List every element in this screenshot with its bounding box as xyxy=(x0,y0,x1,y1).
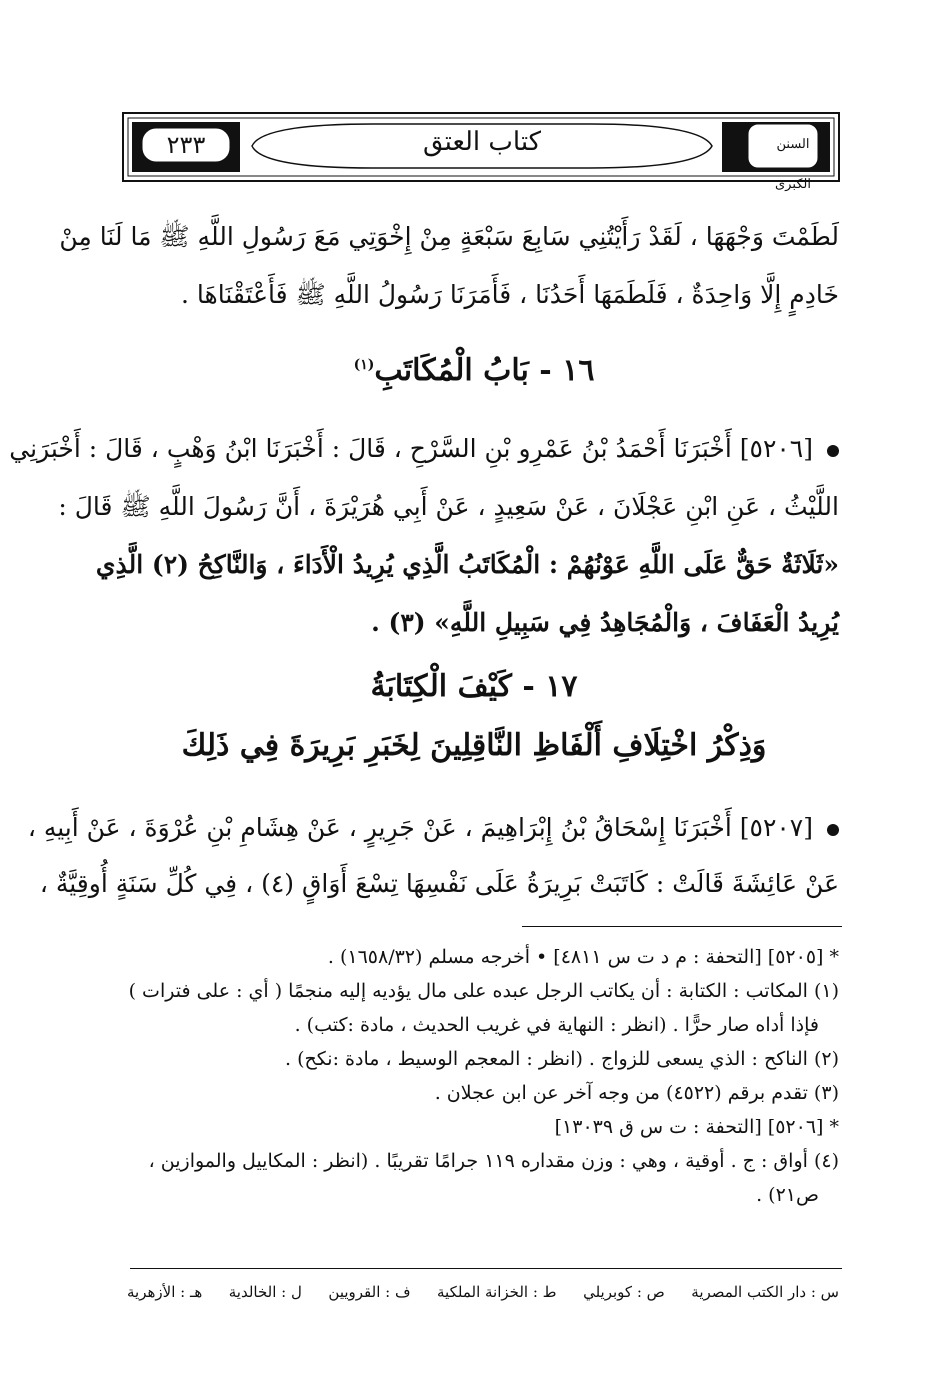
text-line: «ثَلَاثَةٌ حَقٌّ عَلَى اللَّهِ عَوْنُهُمْ : الْمُكَاتَبُ الَّذِي يُرِيدُ الْأَدَاءَ ، وَالنَّاكِحُ (٢) الَّذِي xyxy=(95,550,839,579)
source-item: هـ : الأزهرية xyxy=(127,1283,203,1301)
source-item: ف : القرويين xyxy=(328,1283,411,1301)
text-line xyxy=(27,800,839,856)
footnote: ص٢١) . xyxy=(756,1184,819,1206)
footnote: (٣) تقدم برقم (٤٥٢٢) من وجه آخر عن ابن عجلان . xyxy=(434,1082,839,1104)
chapter-17-subtitle: وَذِكْرُ اخْتِلَافِ أَلْفَاظِ النَّاقِلِينَ لِخَبَرِ بَرِيرَةَ فِي ذَلِكَ xyxy=(181,728,767,763)
hadith-line: [٥٢٠٧] أَخْبَرَنَا إِسْحَاقُ بْنُ إِبْرَاهِيمَ ، عَنْ جَرِيرٍ ، عَنْ هِشَامِ بْنِ عُرْوَةَ ، عَنْ أَبِيهِ ، xyxy=(27,813,813,842)
footnote: (١) المكاتب : الكتابة : أن يكاتب الرجل عبده على مال يؤديه إليه منجمًا ( أي : على فترات ) xyxy=(128,980,839,1002)
text-line: اللَّيْثُ ، عَنِ ابْنِ عَجْلَانَ ، عَنْ سَعِيدٍ ، عَنْ أَبِي هُرَيْرَةَ ، أَنَّ رَسُولَ اللَّهِ ﷺ قَالَ : xyxy=(58,492,839,521)
text-line: عَنْ عَائِشَةَ قَالَتْ : كَاتَبَتْ بَرِيرَةُ عَلَى نَفْسِهَا تِسْعَ أَوَاقٍ (٤) ، فِي كُلِّ سَنَةٍ أُوقِيَّةٌ ، xyxy=(39,869,839,898)
footnote: * [٥٢٠٦] [التحفة : ت س ق ١٣٠٣٩] xyxy=(554,1116,839,1138)
hadith-line: [٥٢٠٦] أَخْبَرَنَا أَحْمَدُ بْنُ عَمْرِو بْنِ السَّرْحِ ، قَالَ : أَخْبَرَنَا ابْنُ وَهْبٍ ، قَالَ : أَخْبَرَنِي xyxy=(9,434,813,463)
bullet-icon xyxy=(827,445,839,457)
book-logo: السنن الكبرى xyxy=(774,137,812,192)
bullet-icon xyxy=(827,824,839,836)
hadith-5207 xyxy=(27,800,839,912)
text-line: خَادِمٍ إِلَّا وَاحِدَةٌ ، فَلَطَمَهَا أَحَدُنَا ، فَأَمَرَنَا رَسُولُ اللَّهِ ﷺ فَأَعْتَقْنَاهَا . xyxy=(181,280,839,309)
chapter-title: ١٦ - بَابُ الْمُكَاتَبِ xyxy=(374,353,595,388)
footnote: (٢) الناكح : الذي يسعى للزواج . (انظر : المعجم الوسيط ، مادة :نكح) . xyxy=(285,1048,839,1070)
text-line xyxy=(9,420,839,478)
footnote: * [٥٢٠٥] [التحفة : م د ت س ٤٨١١] • أخرجه مسلم (١٦٥٨/٣٢) . xyxy=(327,946,839,968)
chapter-16-heading xyxy=(109,340,839,396)
source-item: ل : الخالدية xyxy=(228,1283,302,1301)
source-item: ط : الخزانة الملكية xyxy=(437,1283,557,1301)
manuscript-sources xyxy=(127,1280,839,1304)
running-title: كتاب العتق xyxy=(422,127,542,157)
source-item: ص : كوبريلي xyxy=(583,1283,665,1301)
text-line: لَطَمْتَ وَجْهَهَا ، لَقَدْ رَأَيْتُنِي سَابِعَ سَبْعَةٍ مِنْ إِخْوَتِي مَعَ رَسُولِ اللَّهِ ﷺ مَا لَنَا مِنْ xyxy=(59,222,839,251)
footnotes xyxy=(109,940,839,1212)
footnote-ref: (١) xyxy=(353,357,375,373)
chapter-17-heading: ١٧ - كَيْفَ الْكِتَابَةُ xyxy=(370,669,578,704)
page-number: ٢٣٣ xyxy=(166,131,206,159)
footnote: فإذا أداه صار حرًّا . (انظر : النهاية في غريب الحديث ، مادة :كتب) . xyxy=(294,1014,819,1036)
source-item: س : دار الكتب المصرية xyxy=(691,1283,839,1301)
page-header xyxy=(122,112,840,192)
footnote-divider xyxy=(522,926,842,927)
intro-paragraph xyxy=(59,208,839,324)
hadith-5206 xyxy=(9,420,839,652)
sources-divider xyxy=(130,1268,842,1269)
text-line: يُرِيدُ الْعَفَافَ ، وَالْمُجَاهِدُ فِي سَبِيلِ اللَّهِ» (٣) . xyxy=(371,608,839,637)
footnote: (٤) أواق : ج . أوقية ، وهي : وزن مقداره ١١٩ جرامًا تقريبًا . (انظر : المكاييل والموازين ، xyxy=(148,1150,839,1172)
